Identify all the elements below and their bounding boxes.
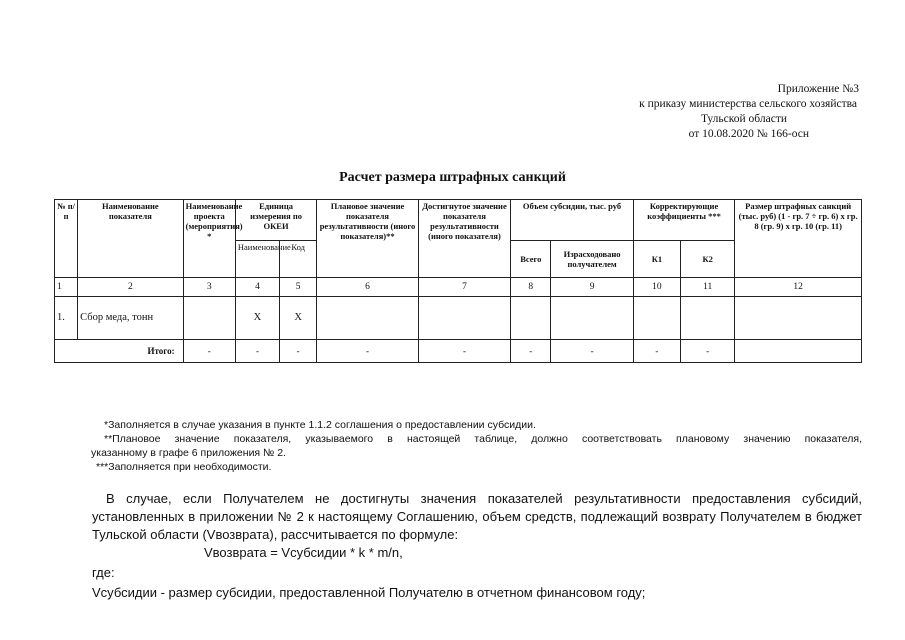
appendix-line-2: к приказу министерства сельского хозяйства <box>639 98 857 110</box>
header-indicator: Наименование показателя <box>78 200 184 278</box>
column-number: 5 <box>280 278 317 297</box>
column-number: 11 <box>681 278 735 297</box>
footnotes <box>92 418 862 474</box>
header-num: № п/п <box>55 200 78 278</box>
header-unit: Единица измерения по ОКЕИ <box>235 200 316 241</box>
table-row <box>55 297 862 340</box>
unit-code-cell: Х <box>280 297 317 340</box>
column-number: 6 <box>317 278 418 297</box>
header-subsidy-spent: Израсходовано получателем <box>551 241 633 278</box>
header-unit-name: Наименование <box>235 241 279 278</box>
project-cell <box>183 297 235 340</box>
totals-cell: - <box>418 340 510 363</box>
k2-cell <box>681 297 735 340</box>
footnote-2: **Плановое значение показателя, указываемого в настоящей таблице, должно соответствовать плановому значению показателя, <box>104 433 862 445</box>
appendix-line-4: от 10.08.2020 № 166-осн <box>688 128 809 140</box>
row-number: 1. <box>55 297 78 340</box>
footnote-1: *Заполняется в случае указания в пункте 1.1.2 соглашения о предоставлении субсидии. <box>104 419 536 431</box>
penalty-cell <box>735 297 862 340</box>
header-subsidy-total: Всего <box>511 241 551 278</box>
indicator-name: Сбор меда, тонн <box>78 297 184 340</box>
totals-cell: - <box>681 340 735 363</box>
column-number: 9 <box>551 278 633 297</box>
body-text <box>92 490 862 602</box>
column-number: 1 <box>55 278 78 297</box>
totals-cell: - <box>183 340 235 363</box>
header-project: Наименование проекта (мероприятия) * <box>183 200 235 278</box>
footnote-3: ***Заполняется при необходимости. <box>96 461 272 473</box>
header-planned: Плановое значение показателя результативности (иного показателя)** <box>317 200 418 278</box>
planned-cell <box>317 297 418 340</box>
paragraph: В случае, если Получателем не достигнуты значения показателей результативности предоставления субсидий, установленных в приложении № 2 к настоящему Соглашению, объем средств, подлежащий возврату Получателем в бюджет Тульской области (Vвозврата), рассчитывается по формуле: <box>92 491 862 542</box>
totals-cell: - <box>633 340 680 363</box>
achieved-cell <box>418 297 510 340</box>
totals-row <box>55 340 862 363</box>
where-label: где: <box>92 565 115 580</box>
header-k2: К2 <box>681 241 735 278</box>
header-achieved: Достигнутое значение показателя результативности (иного показателя) <box>418 200 510 278</box>
header-unit-code: Код <box>280 241 317 278</box>
footnote-2-continued: указанному в графе 6 приложения № 2. <box>91 447 286 459</box>
column-number: 12 <box>735 278 862 297</box>
table-header-row-1 <box>55 200 862 241</box>
appendix-header <box>639 82 859 142</box>
totals-label: Итого: <box>55 340 184 363</box>
formula: Vвозврата = Vсубсидии * k * m/n, <box>204 545 403 560</box>
column-number: 10 <box>633 278 680 297</box>
appendix-line-1: Приложение №3 <box>777 83 859 95</box>
totals-cell: - <box>511 340 551 363</box>
totals-cell: - <box>317 340 418 363</box>
header-subsidy: Объем субсидии, тыс. руб <box>511 200 634 241</box>
totals-cell: - <box>235 340 279 363</box>
document-title: Расчет размера штрафных санкций <box>339 170 566 185</box>
column-number: 2 <box>78 278 184 297</box>
column-number: 7 <box>418 278 510 297</box>
subsidy-total-cell <box>511 297 551 340</box>
column-number: 8 <box>511 278 551 297</box>
header-coefficients: Корректирующие коэффициенты *** <box>633 200 734 241</box>
header-penalty: Размер штрафных санкций (тыс. руб) (1 - гр. 7 ÷ гр. 6) х гр. 8 (гр. 9) х гр. 10 (гр. 11) <box>735 200 862 278</box>
totals-cell: - <box>280 340 317 363</box>
definition-vsubsidy: Vсубсидии - размер субсидии, предоставленной Получателю в отчетном финансовом году; <box>92 585 646 600</box>
k1-cell <box>633 297 680 340</box>
unit-name-cell: Х <box>235 297 279 340</box>
sanctions-table <box>54 199 862 363</box>
appendix-line-3: Тульской области <box>700 113 787 125</box>
column-number-row <box>55 278 862 297</box>
column-number: 4 <box>235 278 279 297</box>
header-k1: К1 <box>633 241 680 278</box>
subsidy-spent-cell <box>551 297 633 340</box>
totals-cell: - <box>551 340 633 363</box>
column-number: 3 <box>183 278 235 297</box>
totals-cell <box>735 340 862 363</box>
